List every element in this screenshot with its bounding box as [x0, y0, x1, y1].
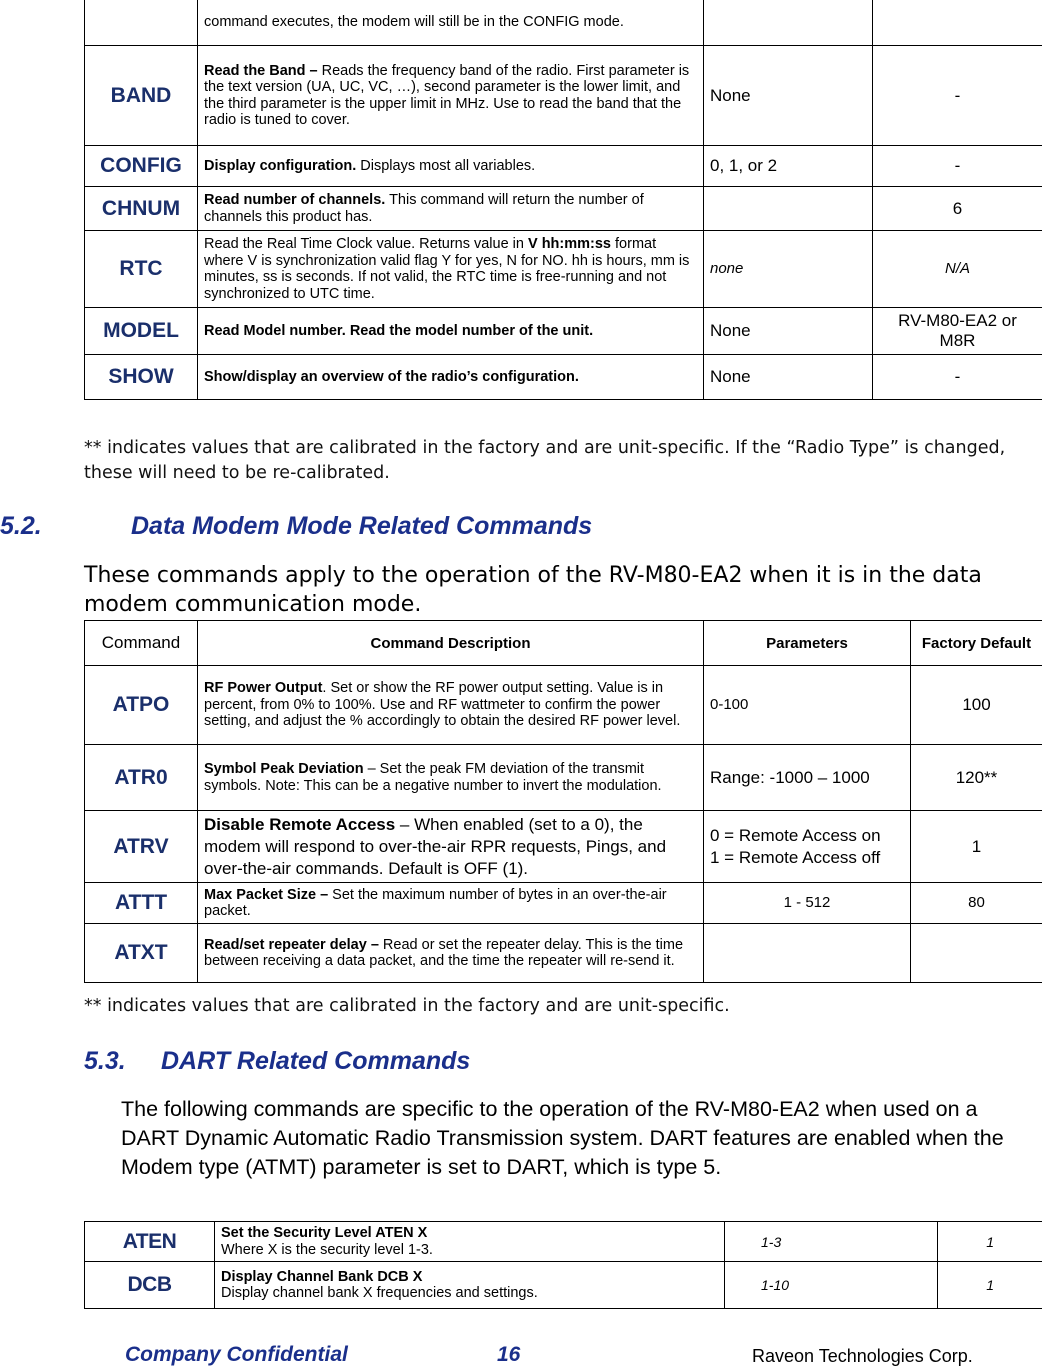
factory-default: RV-M80-EA2 or M8R: [873, 308, 1042, 355]
factory-default: -: [873, 46, 1042, 146]
command-description: Read the Real Time Clock value. Returns value in V hh:mm:ss format where V is synchronization valid flag Y for yes, N for NO. hh is hours, mm is minutes, ss is seconds. If not valid, the RTC time is free-running and not synchronized to UTC time.: [198, 231, 704, 308]
table-row: [85, 1262, 1042, 1309]
command-name: SHOW: [85, 355, 198, 400]
factory-default: N/A: [873, 231, 1042, 308]
command-parameters: 0, 1, or 2: [704, 146, 873, 187]
command-name: ATRV: [85, 811, 198, 883]
command-parameters: None: [704, 46, 873, 146]
table-row: [85, 355, 1042, 400]
table-row: [85, 883, 1042, 924]
header-command: Command: [85, 621, 198, 666]
command-description: Read number of channels. This command will return the number of channels this product has.: [198, 187, 704, 231]
command-parameters: None: [704, 308, 873, 355]
factory-default: 1: [938, 1262, 1042, 1309]
factory-default: 6: [873, 187, 1042, 231]
command-parameters: [704, 0, 873, 46]
command-description: RF Power Output. Set or show the RF power output setting. Value is in percent, from 0% to 100%. Use and RF wattmeter to confirm the power setting, and adjust the % accordingly to obtain the desired RF power level.: [198, 666, 704, 745]
section-5-3-intro: The following commands are specific to the operation of the RV-M80-EA2 when used on a DART Dynamic Automatic Radio Transmission system. DART features are enabled when the Modem type (ATMT) parameter is set to DART, which is type 5.: [121, 1097, 1004, 1179]
factory-default: -: [873, 146, 1042, 187]
factory-default: 100: [911, 666, 1042, 745]
command-name: [85, 0, 198, 46]
factory-default: -: [873, 355, 1042, 400]
command-description: Read the Band – Reads the frequency band of the radio. First parameter is the text version (UA, UC, VC, …), second parameter is the lower limit, and the third parameter is the upper limit in MHz. Use to read the band that the radio is tuned to cover.: [198, 46, 704, 146]
command-table-data-modem: [84, 620, 1042, 983]
command-name: RTC: [85, 231, 198, 308]
command-parameters: [704, 924, 911, 983]
command-parameters: [704, 187, 873, 231]
command-description: Symbol Peak Deviation – Set the peak FM deviation of the transmit symbols. Note: This can be a negative number to invert the modulation.: [198, 745, 704, 811]
command-description: Disable Remote Access – When enabled (set to a 0), the modem will respond to over-the-air RPR requests, Pings, and over-the-air commands. Default is OFF (1).: [198, 811, 704, 883]
command-parameters: 0 = Remote Access on 1 = Remote Access off: [704, 811, 911, 883]
factory-default: [873, 0, 1042, 46]
factory-default: 120**: [911, 745, 1042, 811]
command-parameters: Range: -1000 – 1000: [704, 745, 911, 811]
command-table-dart: [84, 1221, 1042, 1309]
command-description: command executes, the modem will still be in the CONFIG mode.: [198, 0, 704, 46]
table-header-row: [85, 621, 1042, 666]
command-parameters: 1-10: [725, 1262, 938, 1309]
command-parameters: none: [704, 231, 873, 308]
command-parameters: 1 - 512: [704, 883, 911, 924]
header-default: Factory Default: [911, 621, 1042, 666]
calibration-note-1: ** indicates values that are calibrated in the factory and are unit-specific. If the “Radio Type” is changed, these will need to be re-calibrated.: [84, 438, 1006, 483]
command-description: Max Packet Size – Set the maximum number of bytes in an over-the-air packet.: [198, 883, 704, 924]
command-description: Read Model number. Read the model number of the unit.: [198, 308, 704, 355]
description-body: Display channel bank X frequencies and settings.: [221, 1285, 538, 1301]
command-description: [215, 1222, 725, 1262]
table-row: [85, 187, 1042, 231]
table-row: [85, 1222, 1042, 1262]
description-body: Where X is the security level 1-3.: [221, 1241, 433, 1258]
table-row: [85, 231, 1042, 308]
table-row: [85, 745, 1042, 811]
command-name: ATPO: [85, 666, 198, 745]
description-title: Display Channel Bank DCB X: [221, 1268, 423, 1285]
section-number: 5.3.: [84, 1047, 126, 1075]
table-row: [85, 308, 1042, 355]
command-name: CONFIG: [85, 146, 198, 187]
factory-default: 1: [938, 1222, 1042, 1262]
command-parameters: None: [704, 355, 873, 400]
command-name: ATTT: [85, 883, 198, 924]
table-row: [85, 0, 1042, 46]
command-name: ATR0: [85, 745, 198, 811]
command-description: Show/display an overview of the radio’s configuration.: [198, 355, 704, 400]
factory-default: 80: [911, 883, 1042, 924]
section-title: Data Modem Mode Related Commands: [131, 512, 593, 540]
table-row: [85, 811, 1042, 883]
command-parameters: 1-3: [725, 1222, 938, 1262]
factory-default: 1: [911, 811, 1042, 883]
header-parameters: Parameters: [704, 621, 911, 666]
command-description: [215, 1262, 725, 1309]
command-description: Display configuration. Displays most all variables.: [198, 146, 704, 187]
table-row: [85, 924, 1042, 983]
command-name: BAND: [85, 46, 198, 146]
command-name: MODEL: [85, 308, 198, 355]
command-description: Read/set repeater delay – Read or set the repeater delay. This is the time between receiving a data packet, and the time the repeater will re-send it.: [198, 924, 704, 983]
command-name: DCB: [85, 1262, 215, 1309]
description-title: Set the Security Level ATEN X: [221, 1225, 428, 1241]
table-row: [85, 46, 1042, 146]
command-name: CHNUM: [85, 187, 198, 231]
header-description: Command Description: [198, 621, 704, 666]
table-row: [85, 146, 1042, 187]
table-row: [85, 666, 1042, 745]
section-title: DART Related Commands: [161, 1047, 471, 1075]
section-5-2-intro: These commands apply to the operation of the RV-M80-EA2 when it is in the data modem communication mode.: [84, 563, 982, 617]
footer-page-number: 16: [497, 1343, 521, 1366]
footer-confidential: Company Confidential: [125, 1343, 348, 1366]
footer-company: Raveon Technologies Corp.: [752, 1346, 973, 1366]
command-name: ATEN: [85, 1222, 215, 1262]
factory-default: [911, 924, 1042, 983]
calibration-note-2: ** indicates values that are calibrated in the factory and are unit-specific.: [84, 996, 730, 1016]
command-parameters: 0-100: [704, 666, 911, 745]
section-number: 5.2.: [0, 512, 42, 540]
command-table-general: [84, 0, 1042, 400]
command-name: ATXT: [85, 924, 198, 983]
